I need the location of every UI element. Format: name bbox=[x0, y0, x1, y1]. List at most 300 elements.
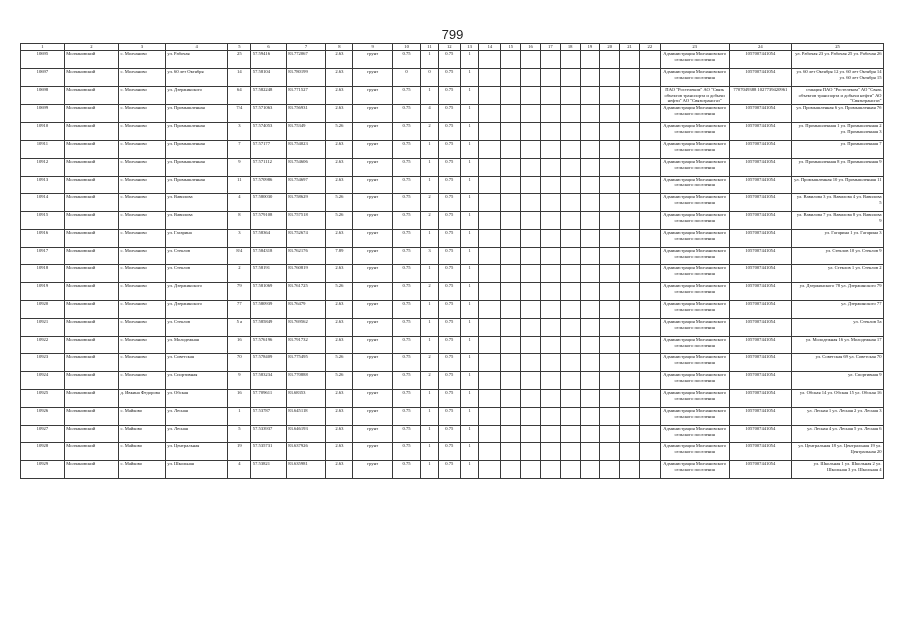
table-cell-col-2: Молчановский bbox=[64, 336, 118, 354]
table-cell-col-22 bbox=[639, 176, 660, 194]
table-cell-col-3: с. Молчаново bbox=[118, 354, 165, 372]
table-row bbox=[21, 318, 884, 336]
table-cell-col-18 bbox=[560, 407, 580, 425]
table-cell-col-20 bbox=[600, 158, 620, 176]
table-cell-col-15 bbox=[501, 86, 521, 105]
table-cell-col-24: 1057007441054 bbox=[729, 247, 792, 265]
table-cell-col-4: ул. Стеклов bbox=[165, 318, 228, 336]
table-row bbox=[21, 372, 884, 390]
table-cell-col-24: 1057007441054 bbox=[729, 354, 792, 372]
table-cell-col-25: ул. Дзержинского 77 bbox=[792, 301, 884, 319]
table-row bbox=[21, 68, 884, 86]
table-cell-col-2: Молчановский bbox=[64, 105, 118, 123]
table-cell-col-17 bbox=[540, 336, 560, 354]
table-cell-col-15 bbox=[501, 212, 521, 230]
table-cell-col-25: ул. Вавилова 7 ул. Вавилова 8 ул. Вавилова 9 bbox=[792, 212, 884, 230]
table-cell-col-16 bbox=[521, 194, 541, 212]
table-cell-col-14 bbox=[479, 212, 501, 230]
table-cell-col-8: 5.26 bbox=[326, 194, 353, 212]
table-cell-col-14 bbox=[479, 123, 501, 141]
table-cell-col-5: 1 bbox=[228, 407, 251, 425]
table-cell-col-15 bbox=[501, 51, 521, 69]
table-cell-col-12: 0.75 bbox=[438, 176, 460, 194]
table-cell-col-25: ул. Промышленная 10 ул. Промышленная 11 bbox=[792, 176, 884, 194]
table-cell-col-11: 3 bbox=[421, 247, 439, 265]
table-cell-col-15 bbox=[501, 194, 521, 212]
table-cell-col-21 bbox=[620, 407, 640, 425]
table-cell-col-21 bbox=[620, 247, 640, 265]
table-cell-col-20 bbox=[600, 247, 620, 265]
table-cell-col-15 bbox=[501, 390, 521, 408]
table-cell-col-12: 0.75 bbox=[438, 212, 460, 230]
table-cell-col-8: 2.63 bbox=[326, 105, 353, 123]
table-cell-col-8: 2.63 bbox=[326, 140, 353, 158]
table-cell-col-7: 83.758629 bbox=[286, 194, 326, 212]
table-cell-col-24: 1057007441054 bbox=[729, 336, 792, 354]
table-cell-col-24: 1057007441054 bbox=[729, 176, 792, 194]
table-cell-col-14 bbox=[479, 247, 501, 265]
table-cell-col-4: ул. Промышленная bbox=[165, 140, 228, 158]
table-cell-col-5: 14 bbox=[228, 68, 251, 86]
table-cell-col-20 bbox=[600, 265, 620, 283]
table-cell-col-10: 0.75 bbox=[393, 318, 421, 336]
table-cell-col-19 bbox=[580, 407, 600, 425]
table-cell-col-19 bbox=[580, 105, 600, 123]
table-cell-col-4: ул. Дзержинского bbox=[165, 86, 228, 105]
table-cell-col-12: 0.75 bbox=[438, 68, 460, 86]
table-cell-col-19 bbox=[580, 86, 600, 105]
table-cell-col-10: 0.75 bbox=[393, 390, 421, 408]
table-cell-col-12: 0.75 bbox=[438, 283, 460, 301]
table-cell-col-25: ул. Гагарина 1 ул. Гагарина 3 bbox=[792, 229, 884, 247]
table-cell-col-17 bbox=[540, 194, 560, 212]
table-cell-col-4: ул. Советская bbox=[165, 354, 228, 372]
table-cell-col-8: 2.63 bbox=[326, 158, 353, 176]
table-cell-col-23: Администрация Молчановского сельского поселения bbox=[660, 176, 729, 194]
table-cell-col-23: Администрация Молчановского сельского поселения bbox=[660, 425, 729, 443]
table-cell-col-6: 57.579108 bbox=[251, 212, 286, 230]
table-cell-col-7: 83.637926 bbox=[286, 443, 326, 461]
column-number-cell: 20 bbox=[600, 44, 620, 51]
table-cell-col-3: с. Молчаново bbox=[118, 372, 165, 390]
table-cell-col-16 bbox=[521, 265, 541, 283]
table-cell-col-2: Молчановский bbox=[64, 51, 118, 69]
column-number-cell: 4 bbox=[165, 44, 228, 51]
table-cell-col-2: Молчановский bbox=[64, 158, 118, 176]
table-cell-col-1: 10910 bbox=[21, 123, 65, 141]
table-cell-col-25: ул. Стеклов 5а bbox=[792, 318, 884, 336]
table-cell-col-5: 7/4 bbox=[228, 105, 251, 123]
table-cell-col-24: 1057007441054 bbox=[729, 443, 792, 461]
table-cell-col-13: 1 bbox=[460, 461, 479, 479]
column-number-cell: 6 bbox=[251, 44, 286, 51]
table-cell-col-12: 0.75 bbox=[438, 336, 460, 354]
table-cell-col-25: ул. Дзержинского 78 ул. Дзержинского 79 bbox=[792, 283, 884, 301]
table-cell-col-1: 10913 bbox=[21, 176, 65, 194]
table-cell-col-1: 10923 bbox=[21, 354, 65, 372]
table-cell-col-23: Администрация Молчановского сельского поселения bbox=[660, 461, 729, 479]
table-cell-col-25: ул. Стеклов 10 ул. Стеклов 9 bbox=[792, 247, 884, 265]
table-cell-col-19 bbox=[580, 425, 600, 443]
table-cell-col-24: 1057007441054 bbox=[729, 283, 792, 301]
table-cell-col-22 bbox=[639, 354, 660, 372]
table-cell-col-18 bbox=[560, 425, 580, 443]
table-cell-col-6: 57.59416 bbox=[251, 51, 286, 69]
table-cell-col-17 bbox=[540, 229, 560, 247]
table-cell-col-23: Администрация Молчановского сельского поселения bbox=[660, 443, 729, 461]
table-cell-col-16 bbox=[521, 247, 541, 265]
table-cell-col-17 bbox=[540, 318, 560, 336]
table-cell-col-1: 10915 bbox=[21, 212, 65, 230]
table-cell-col-11: 1 bbox=[421, 461, 439, 479]
table-cell-col-11: 1 bbox=[421, 158, 439, 176]
table-cell-col-7: 83.752674 bbox=[286, 229, 326, 247]
table-cell-col-20 bbox=[600, 372, 620, 390]
table-cell-col-22 bbox=[639, 194, 660, 212]
table-row bbox=[21, 336, 884, 354]
table-cell-col-13: 1 bbox=[460, 407, 479, 425]
table-cell-col-6: 57.58364 bbox=[251, 229, 286, 247]
table-cell-col-18 bbox=[560, 336, 580, 354]
table-cell-col-13: 1 bbox=[460, 443, 479, 461]
table-cell-col-16 bbox=[521, 443, 541, 461]
table-cell-col-2: Молчановский bbox=[64, 140, 118, 158]
table-cell-col-8: 5.26 bbox=[326, 354, 353, 372]
table-cell-col-23: Администрация Молчановского сельского поселения bbox=[660, 68, 729, 86]
table-cell-col-25: ул. Школьная 1 ул. Школьная 2 ул. Школьная 3 ул. Школьная 4 bbox=[792, 461, 884, 479]
table-cell-col-2: Молчановский bbox=[64, 354, 118, 372]
table-cell-col-3: с. Молчаново bbox=[118, 283, 165, 301]
table-cell-col-14 bbox=[479, 283, 501, 301]
registry-table bbox=[20, 43, 884, 479]
table-cell-col-19 bbox=[580, 68, 600, 86]
table-cell-col-7: 83.646193 bbox=[286, 425, 326, 443]
table-cell-col-6: 57.576196 bbox=[251, 336, 286, 354]
table-cell-col-11: 1 bbox=[421, 51, 439, 69]
table-cell-col-3: с. Молчаново bbox=[118, 336, 165, 354]
table-cell-col-13: 1 bbox=[460, 390, 479, 408]
table-cell-col-18 bbox=[560, 105, 580, 123]
table-row bbox=[21, 212, 884, 230]
table-cell-col-1: 10695 bbox=[21, 51, 65, 69]
table-cell-col-11: 1 bbox=[421, 140, 439, 158]
table-cell-col-9: грунт bbox=[353, 390, 393, 408]
table-cell-col-18 bbox=[560, 194, 580, 212]
table-cell-col-23: Администрация Молчановского сельского поселения bbox=[660, 407, 729, 425]
table-cell-col-24: 1057007441054 bbox=[729, 51, 792, 69]
table-cell-col-6: 57.709611 bbox=[251, 390, 286, 408]
table-cell-col-6: 57.570986 bbox=[251, 176, 286, 194]
table-cell-col-1: 10926 bbox=[21, 407, 65, 425]
table-cell-col-19 bbox=[580, 461, 600, 479]
table-cell-col-22 bbox=[639, 461, 660, 479]
table-cell-col-9: грунт bbox=[353, 372, 393, 390]
table-cell-col-14 bbox=[479, 425, 501, 443]
table-cell-col-20 bbox=[600, 407, 620, 425]
table-cell-col-3: с. Молчаново bbox=[118, 140, 165, 158]
table-cell-col-25: ул. Вавилова 3 ул. Вавилова 4 ул. Вавилова 5 bbox=[792, 194, 884, 212]
table-cell-col-17 bbox=[540, 283, 560, 301]
table-cell-col-14 bbox=[479, 372, 501, 390]
table-cell-col-25: станция ПАО "Ростелеком" АО "Связь объектов транспорта и добычи нефти" АО "Связьтрансгаз" bbox=[792, 86, 884, 105]
table-cell-col-10: 0.75 bbox=[393, 105, 421, 123]
table-cell-col-6: 57.584318 bbox=[251, 247, 286, 265]
table-cell-col-24: 1057007441054 bbox=[729, 390, 792, 408]
table-cell-col-5: 3 bbox=[228, 123, 251, 141]
table-cell-col-25: ул. Лесная 4 ул. Лесная 5 ул. Лесная 6 bbox=[792, 425, 884, 443]
table-cell-col-2: Молчановский bbox=[64, 68, 118, 86]
table-cell-col-16 bbox=[521, 68, 541, 86]
table-cell-col-23: Администрация Молчановского сельского поселения bbox=[660, 283, 729, 301]
table-cell-col-7: 83.761725 bbox=[286, 283, 326, 301]
table-cell-col-22 bbox=[639, 86, 660, 105]
table-cell-col-21 bbox=[620, 425, 640, 443]
table-cell-col-12: 0.75 bbox=[438, 443, 460, 461]
table-cell-col-23: Администрация Молчановского сельского поселения bbox=[660, 318, 729, 336]
table-cell-col-3: с. Майково bbox=[118, 407, 165, 425]
table-cell-col-23: ПАО "Ростелеком" АО "Связь объектов транспорта и добычи нефти" АО "Связьтрансгаз" bbox=[660, 86, 729, 105]
table-cell-col-17 bbox=[540, 354, 560, 372]
table-cell-col-6: 57.580030 bbox=[251, 194, 286, 212]
column-number-cell: 21 bbox=[620, 44, 640, 51]
table-cell-col-20 bbox=[600, 443, 620, 461]
table-cell-col-20 bbox=[600, 68, 620, 86]
table-cell-col-20 bbox=[600, 123, 620, 141]
table-cell-col-23: Администрация Молчановского сельского поселения bbox=[660, 390, 729, 408]
table-cell-col-10: 0.75 bbox=[393, 283, 421, 301]
table-cell-col-18 bbox=[560, 301, 580, 319]
table-cell-col-19 bbox=[580, 123, 600, 141]
table-cell-col-9: грунт bbox=[353, 194, 393, 212]
table-cell-col-18 bbox=[560, 443, 580, 461]
table-cell-col-5: 9 bbox=[228, 372, 251, 390]
table-cell-col-18 bbox=[560, 176, 580, 194]
table-cell-col-21 bbox=[620, 301, 640, 319]
table-cell-col-5: 2 bbox=[228, 265, 251, 283]
table-cell-col-2: Молчановский bbox=[64, 461, 118, 479]
table-cell-col-10: 0.75 bbox=[393, 194, 421, 212]
table-cell-col-9: грунт bbox=[353, 336, 393, 354]
table-cell-col-20 bbox=[600, 283, 620, 301]
table-cell-col-25: ул. Промышленная 7 bbox=[792, 140, 884, 158]
table-cell-col-13: 1 bbox=[460, 158, 479, 176]
table-cell-col-3: с. Молчаново bbox=[118, 68, 165, 86]
table-cell-col-22 bbox=[639, 425, 660, 443]
table-cell-col-1: 10914 bbox=[21, 194, 65, 212]
table-cell-col-10: 0.75 bbox=[393, 247, 421, 265]
table-cell-col-7: 83.775495 bbox=[286, 354, 326, 372]
table-cell-col-2: Молчановский bbox=[64, 390, 118, 408]
column-number-cell: 23 bbox=[660, 44, 729, 51]
table-cell-col-23: Администрация Молчановского сельского поселения bbox=[660, 229, 729, 247]
table-cell-col-14 bbox=[479, 390, 501, 408]
table-cell-col-18 bbox=[560, 86, 580, 105]
table-cell-col-21 bbox=[620, 318, 640, 336]
table-cell-col-4: ул. Школьная bbox=[165, 461, 228, 479]
table-cell-col-20 bbox=[600, 390, 620, 408]
table-cell-col-13: 1 bbox=[460, 247, 479, 265]
column-number-cell: 12 bbox=[438, 44, 460, 51]
table-cell-col-24: 1057007441054 bbox=[729, 229, 792, 247]
table-cell-col-11: 2 bbox=[421, 354, 439, 372]
table-cell-col-13: 1 bbox=[460, 354, 479, 372]
table-row bbox=[21, 247, 884, 265]
table-cell-col-9: грунт bbox=[353, 354, 393, 372]
table-cell-col-1: 10929 bbox=[21, 461, 65, 479]
table-cell-col-11: 1 bbox=[421, 229, 439, 247]
table-cell-col-3: с. Майково bbox=[118, 425, 165, 443]
table-cell-col-4: ул. Лесная bbox=[165, 407, 228, 425]
table-cell-col-9: грунт bbox=[353, 158, 393, 176]
table-cell-col-12: 0.75 bbox=[438, 86, 460, 105]
table-cell-col-3: с. Молчаново bbox=[118, 301, 165, 319]
table-cell-col-8: 2.63 bbox=[326, 425, 353, 443]
table-cell-col-16 bbox=[521, 86, 541, 105]
table-cell-col-6: 57.571063 bbox=[251, 105, 286, 123]
table-cell-col-14 bbox=[479, 301, 501, 319]
table-cell-col-4: ул. Вавилова bbox=[165, 212, 228, 230]
table-cell-col-3: с. Молчаново bbox=[118, 247, 165, 265]
table-cell-col-5: 8/4 bbox=[228, 247, 251, 265]
table-cell-col-13: 1 bbox=[460, 86, 479, 105]
table-cell-col-15 bbox=[501, 158, 521, 176]
table-cell-col-21 bbox=[620, 390, 640, 408]
table-cell-col-3: с. Майково bbox=[118, 461, 165, 479]
table-cell-col-6: 57.574053 bbox=[251, 123, 286, 141]
table-cell-col-19 bbox=[580, 212, 600, 230]
table-cell-col-18 bbox=[560, 390, 580, 408]
table-cell-col-4: ул. Центральная bbox=[165, 443, 228, 461]
table-cell-col-24: 1057007441054 bbox=[729, 105, 792, 123]
table-cell-col-11: 1 bbox=[421, 318, 439, 336]
table-cell-col-11: 2 bbox=[421, 194, 439, 212]
table-cell-col-23: Администрация Молчановского сельского поселения bbox=[660, 140, 729, 158]
table-cell-col-22 bbox=[639, 212, 660, 230]
table-cell-col-2: Молчановский bbox=[64, 265, 118, 283]
column-number-cell: 9 bbox=[353, 44, 393, 51]
table-cell-col-2: Молчановский bbox=[64, 176, 118, 194]
table-cell-col-8: 2.63 bbox=[326, 318, 353, 336]
table-cell-col-12: 0.75 bbox=[438, 265, 460, 283]
table-cell-col-1: 10925 bbox=[21, 390, 65, 408]
table-cell-col-11: 2 bbox=[421, 283, 439, 301]
table-cell-col-12: 0.75 bbox=[438, 247, 460, 265]
table-cell-col-1: 10699 bbox=[21, 105, 65, 123]
table-cell-col-3: с. Молчаново bbox=[118, 123, 165, 141]
table-row bbox=[21, 194, 884, 212]
table-cell-col-17 bbox=[540, 461, 560, 479]
table-cell-col-10: 0 bbox=[393, 68, 421, 86]
table-cell-col-7: 83.762176 bbox=[286, 247, 326, 265]
table-cell-col-10: 0.75 bbox=[393, 301, 421, 319]
table-row bbox=[21, 390, 884, 408]
table-cell-col-9: грунт bbox=[353, 443, 393, 461]
table-cell-col-6: 57.571112 bbox=[251, 158, 286, 176]
table-row bbox=[21, 443, 884, 461]
table-cell-col-16 bbox=[521, 105, 541, 123]
table-cell-col-22 bbox=[639, 318, 660, 336]
table-cell-col-1: 10697 bbox=[21, 68, 65, 86]
table-cell-col-1: 10919 bbox=[21, 283, 65, 301]
table-cell-col-5: 19 bbox=[228, 443, 251, 461]
table-cell-col-8: 2.63 bbox=[326, 390, 353, 408]
table-cell-col-18 bbox=[560, 123, 580, 141]
table-cell-col-19 bbox=[580, 318, 600, 336]
table-cell-col-14 bbox=[479, 194, 501, 212]
column-number-cell: 5 bbox=[228, 44, 251, 51]
table-cell-col-12: 0.75 bbox=[438, 407, 460, 425]
table-cell-col-23: Администрация Молчановского сельского поселения bbox=[660, 372, 729, 390]
table-cell-col-1: 10924 bbox=[21, 372, 65, 390]
table-cell-col-22 bbox=[639, 443, 660, 461]
table-cell-col-18 bbox=[560, 158, 580, 176]
table-cell-col-7: 83.771527 bbox=[286, 86, 326, 105]
table-cell-col-4: ул. Промышленная bbox=[165, 158, 228, 176]
table-row bbox=[21, 86, 884, 105]
table-cell-col-2: Молчановский bbox=[64, 283, 118, 301]
table-cell-col-23: Администрация Молчановского сельского поселения bbox=[660, 123, 729, 141]
table-cell-col-3: с. Молчаново bbox=[118, 51, 165, 69]
table-cell-col-16 bbox=[521, 123, 541, 141]
table-cell-col-12: 0.75 bbox=[438, 105, 460, 123]
table-cell-col-5: 79 bbox=[228, 283, 251, 301]
column-number-cell: 18 bbox=[560, 44, 580, 51]
table-cell-col-23: Администрация Молчановского сельского поселения bbox=[660, 158, 729, 176]
table-cell-col-22 bbox=[639, 301, 660, 319]
table-cell-col-8: 5.26 bbox=[326, 123, 353, 141]
table-cell-col-5: 70 bbox=[228, 354, 251, 372]
table-cell-col-2: Молчановский bbox=[64, 247, 118, 265]
table-cell-col-3: с. Молчаново bbox=[118, 318, 165, 336]
table-cell-col-1: 10698 bbox=[21, 86, 65, 105]
column-number-cell: 14 bbox=[479, 44, 501, 51]
table-cell-col-3: д. Ивкина Федорова bbox=[118, 390, 165, 408]
table-cell-col-23: Администрация Молчановского сельского поселения bbox=[660, 194, 729, 212]
table-cell-col-14 bbox=[479, 229, 501, 247]
column-number-cell: 11 bbox=[421, 44, 439, 51]
column-number-cell: 24 bbox=[729, 44, 792, 51]
table-cell-col-24: 1057007441054 bbox=[729, 301, 792, 319]
table-cell-col-17 bbox=[540, 86, 560, 105]
table-row bbox=[21, 301, 884, 319]
table-cell-col-8: 2.63 bbox=[326, 336, 353, 354]
table-cell-col-21 bbox=[620, 212, 640, 230]
table-cell-col-13: 1 bbox=[460, 425, 479, 443]
table-cell-col-25: ул. Советская 69 ул. Советская 70 bbox=[792, 354, 884, 372]
table-cell-col-4: ул. Спортивная bbox=[165, 372, 228, 390]
table-cell-col-19 bbox=[580, 194, 600, 212]
table-cell-col-14 bbox=[479, 461, 501, 479]
table-cell-col-13: 1 bbox=[460, 105, 479, 123]
table-cell-col-7: 83.757518 bbox=[286, 212, 326, 230]
table-cell-col-16 bbox=[521, 51, 541, 69]
table-cell-col-6: 57.578409 bbox=[251, 354, 286, 372]
table-cell-col-13: 1 bbox=[460, 336, 479, 354]
table-cell-col-18 bbox=[560, 265, 580, 283]
table-cell-col-6: 57.581069 bbox=[251, 283, 286, 301]
table-cell-col-5: 11 bbox=[228, 176, 251, 194]
table-cell-col-9: грунт bbox=[353, 123, 393, 141]
table-cell-col-4: ул. Промышленная bbox=[165, 176, 228, 194]
table-cell-col-4: ул. Промышленная bbox=[165, 105, 228, 123]
table-cell-col-12: 0.75 bbox=[438, 158, 460, 176]
table-cell-col-3: с. Молчаново bbox=[118, 105, 165, 123]
table-cell-col-16 bbox=[521, 212, 541, 230]
table-cell-col-16 bbox=[521, 336, 541, 354]
table-cell-col-24: 1057007441054 bbox=[729, 68, 792, 86]
table-cell-col-16 bbox=[521, 158, 541, 176]
table-cell-col-2: Молчановский bbox=[64, 212, 118, 230]
